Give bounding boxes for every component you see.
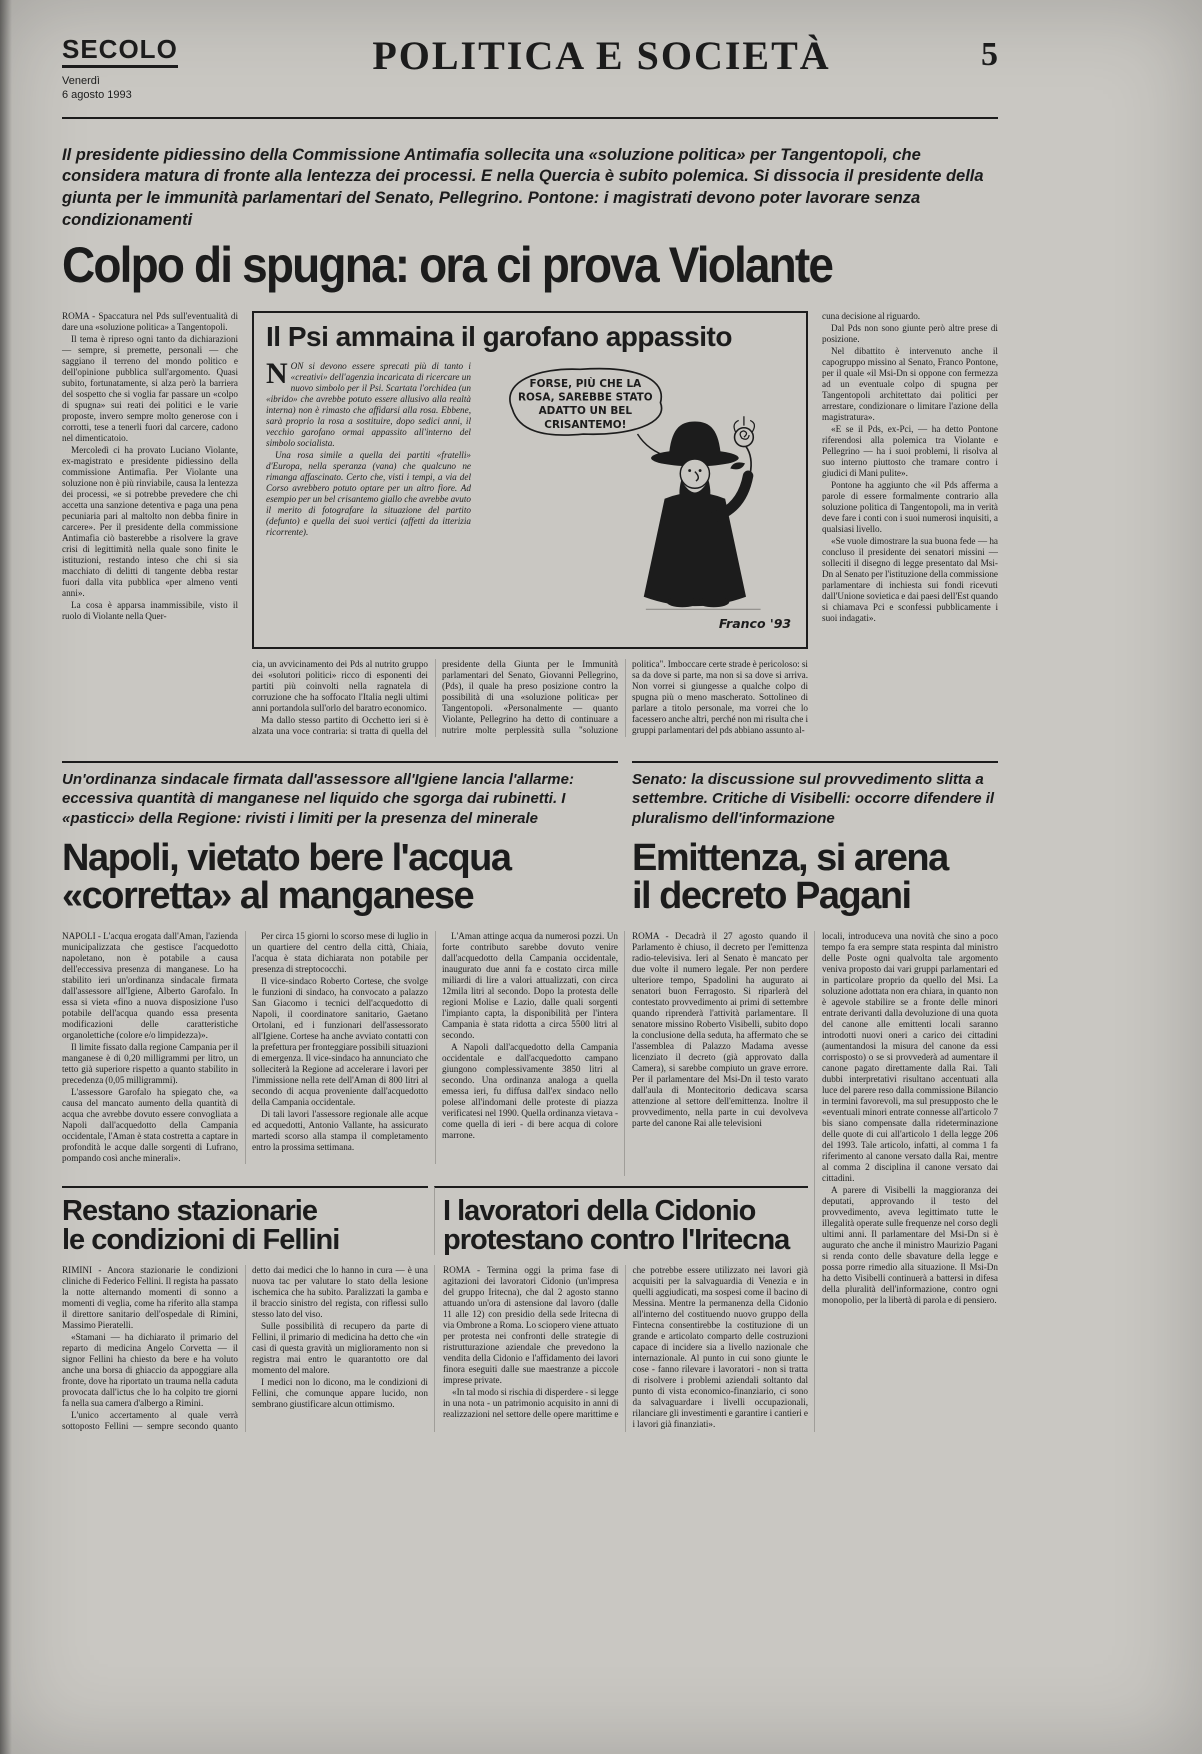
psi-box-content — [266, 356, 794, 639]
psi-box-article — [252, 311, 808, 649]
page-content — [62, 33, 998, 1432]
bubble-line-3: ADATTO UN BEL — [538, 404, 633, 417]
paragraph: NAPOLI - L'acqua erogata dall'Aman, l'azienda municipalizzata che gestisce l'acquedotto napoletano, non è potabile a causa dell'eccessiva presenza di manganese. Lo ha stabilito ieri un'ordinanza sindacale firmata dall'assessore all'Igiene, Alberto Garofalo. In essa si vieta «fino a nuova disposizione l'uso potabile dell'acqua quando essa presenta modificazioni delle caratteristiche organolettiche (colore e/o limpidezza)». — [62, 930, 238, 1040]
cidonio-headline — [434, 1186, 808, 1255]
paragraph: Ma dallo stesso partito di Occhetto ieri si è alzata una voce contraria: si tratta di quella del presidente della Giunta per le Immunità parlamentari del Senato, Giovanni Pellegrino, (Pds), il quale ha preso posizione contro la possibilità di una «soluzione politica» per Tangentopoli. «Personalmente — quanto Violante, Pellegrino ha detto di continuare a nutrire molte perplessità sulla "soluzione politica". Imboccare certe strade è pericoloso: si sa da dove si parte, ma non si sa dove si arriva. Non vorrei si giungesse a qualche colpo di spugna più o meno mascherato. Sottolineo di parlare a titolo personale, ma vorrei che lo facessero anche altri, perché non mi risulta che i gruppi parlamentari del pds abbiano assunto al- — [252, 658, 808, 736]
date-full: 6 agosto 1993 — [62, 88, 132, 101]
main-story-column-1 — [62, 311, 238, 737]
emittenza-standfirst: Senato: la discussione sul provvedimento slitta a settembre. Critiche di Visibelli: occorre difendere il pluralismo dell'informazione — [632, 761, 998, 837]
main-story-right-column — [822, 311, 998, 737]
bubble-line-1: FORSE, PIÙ CHE LA — [529, 377, 642, 390]
paragraph: A parere di Visibelli la maggioranza dei deputati, approvando il testo del provvedimento, aveva legittimato tutte le illegalità operate sulle frequenze nel corso degli ultimi anni. Il parlamentare del Msi-Dn si è augurato che anche il ministro Maurizio Pagani si renda conto delle sbavature della legge e possa porre rimedio alla situazione. Il Msi-Dn ha detto Visibelli continuerà a battersi in difesa della pluralità dell'informazione, contro ogni monopolio, per la libertà di parola e di pensiero. — [822, 1184, 998, 1305]
lower-section — [62, 761, 998, 1432]
paragraph: ROMA - Decadrà il 27 agosto quando il Parlamento è chiuso, il decreto per l'emittenza radio-televisiva. Ieri al Senato è mancato per due volte il numero legale. Per non perdere ulteriore tempo, Spadolini ha augurato ai senatori buon Ferragosto. Si riparlerà del contestato provvedimento ai primi di settembre quando riprenderà l'attività parlamentare. Il senatore missino Roberto Visibelli, subito dopo la conclusione della seduta, ha affermato che se l'assemblea di Palazzo Madama avesse licenziato il decreto (già approvato dalla Camera), si sarebbe compiuto un grave errore. Per il parlamentare del Msi-Dn il testo varato dall'aula di Montecitorio dedicava scarsa attenzione al settore dell'emittenza. Inoltre il provvedimento, nella parte in cui devolveva parte del canone Rai alle televisioni — [632, 930, 808, 1128]
paragraph: ROMA - Spaccatura nel Pds sull'eventualità di dare una «soluzione politica» a Tangentopoli. — [62, 310, 238, 332]
psi-paragraphs — [266, 450, 471, 538]
paragraph: cia, un avvicinamento dei Pds al nutrito gruppo dei «solutori politici» ricco di esponenti dei partiti più coinvolti nella ragnatela di corruzione che ha soffocato l'Italia negli ultimi anni portandola sull'orlo del baratro economico. — [252, 658, 428, 713]
foot-left — [667, 596, 698, 606]
cartoon-drawing — [481, 361, 794, 634]
main-standfirst: Il presidente pidiessino della Commissione Antimafia sollecita una «soluzione politica» per Tangentopoli, che considera matura di fronte alla lentezza dei processi. E nella Quercia è subito polemica. Si dissocia il presidente della giunta per le immunità parlamentari del Senato, Pellegrino. Pontone: i magistrati devono poter lavorare senza condizionamenti — [62, 145, 984, 229]
emittenza-headline — [632, 837, 998, 917]
bubble-line-4: CRISANTEMO! — [544, 418, 627, 431]
paragraph: cuna decisione al riguardo. — [822, 310, 921, 321]
eye-left — [688, 469, 691, 472]
paragraph: La cosa è apparsa inammissibile, visto il ruolo di Violante nella Quer- — [62, 599, 238, 621]
paragraph: «In tal modo si rischia di disperdere - si legge in una nota - un patrimonio acquisito in anni di realizzazioni nel settore delle opere marittime e che potrebbe essere utilizzato nei lavori già acquisiti per la salvaguardia di Venezia e in quelli aggiudicati, ma sospesi come il bacino di Messina. Mentre la permanenza della Cidonio all'interno del costituendo nuovo gruppo della Fintecna consentirebbe la costituzione di un grande e articolato comparto delle costruzioni capace di incidere sia a livello nazionale che internazionale. Al punto in cui sono giunte le cose - fanno rilevare i lavoratori - non si tratta di risolvere i problemi aziendali soltanto dal punto di vista economico-finanziario, ci sono da salvaguardare i livelli occupazionali, rilanciare gli investimenti e garantire i cantieri e i lavori già finanziati». — [443, 1264, 808, 1429]
drop-cap: N — [266, 356, 288, 390]
page-number: 5 — [981, 36, 998, 73]
eye-right — [699, 469, 702, 472]
rose-spiral — [740, 430, 749, 438]
paragraph: A Napoli dall'acquedotto della Campania occidentale e dall'acquedotto campano giungono complessivamente 3850 litri al secondo. Una ordinanza analoga a quella emessa ieri, fu diffusa dall'ex sindaco nello polese all'indomani delle proteste di piazza verificatesi nel 1990. Quella ordinanza vietava - come quella di ieri - di bere acqua di colore marrone. — [442, 1041, 618, 1140]
paragraph: Per circa 15 giorni lo scorso mese di luglio in un quartiere del centro della città, Chiaia, l'acqua è stata dichiarata non potabile per presenza di streptococchi. — [252, 930, 428, 974]
date-line — [62, 75, 222, 103]
cartoonist-signature: Franco '93 — [718, 615, 792, 631]
paragraph: Dal Pds non sono giunte però altre prese di posizione. — [822, 322, 998, 344]
newspaper-logo: SECOLO — [62, 36, 178, 68]
paragraph: Il tema è ripreso ogni tanto da dichiarazioni — sempre, si premette, personali — che saggiano il terreno del mondo politico e dell'opinione pubblica sull'argomento. Quasi subito, fortunatamente, si alza però la barriera del sospetto che si voglia far passare un «colpo di spugna» sui reati dei politici e le varie proposte, invero sempre molto generose con i corrotti, tese a tenerli fuori dal carcere, cadono nel dimenticatoio. — [62, 333, 238, 443]
napoli-headline-line1: Napoli, vietato bere l'acqua — [62, 837, 511, 880]
paragraph: Sulle possibilità di recupero da parte di Fellini, il primario di medicina ha detto che «in casi di questa gravità un miglioramento non si registra mai entro le quarantotto ore dal momento del malore. — [252, 1320, 428, 1375]
paragraph: Nel dibattito è intervenuto anche il capogruppo missino al Senato, Franco Pontone, per il quale «il Msi-Dn si oppone con fermezza ad un eventuale colpo di spugna per Tangentopoli architettato dai politici per arrestare, condizionare o limitare l'azione della magistratura». — [822, 345, 998, 422]
paragraph: «Stamani — ha dichiarato il primario del reparto di medicina Angelo Corvetta — il signor Fellini ha chiesto da bere e ha voluto anche una borsa di ghiaccio da appoggiare alla fronte, dove ha riportato un trauma nella caduta provocata dall'ictus che lo ha colpito tre giorni fa nella sua camera d'albergo a Rimini. — [62, 1331, 238, 1408]
date-weekday: Venerdì — [62, 75, 100, 87]
paragraph: Il vice-sindaco Roberto Cortese, che svolge le funzioni di sindaco, ha convocato a palazzo San Giacomo i tecnici dell'acquedotto di Napoli, il coordinatore sanitario, Gaetano Ortolani, ed i funzionari dell'assessorato all'Igiene. Cortese ha anche avviato contatti con la prefettura per fronteggiare possibili situazioni di emergenza. Il vice-sindaco ha annunciato che solleciterà la Regione ad accelerare i lavori per l'immissione nella rete dell'Aman di 800 litri al secondo di acqua proveniente dall'acquedotto della Campania occidentale. — [252, 975, 428, 1107]
fellini-headline-line2: le condizioni di Fellini — [62, 1223, 340, 1256]
napoli-headline — [62, 837, 618, 917]
paragraph: Di tali lavori l'assessore regionale alle acque ed acquedotti, Antonio Vallante, ha assicurato martedì scorso alla stampa il completamento entro la prossima settimana. — [252, 1108, 428, 1152]
paragraph: «Se vuole dimostrare la sua buona fede — ha concluso il presidente dei senatori missini — solleciti il disegno di legge presentato dal Msi-Dn al Senato per l'istituzione della commissione parlamentare di inchiesta sui fondi ricevuti dall'Unione sovietica e dai paesi dell'Est quando si chiamava Pci e sconfessi pubblicamente i suoi indagati». — [822, 535, 998, 623]
fellini-article-body — [62, 1265, 428, 1432]
paragraph: L'Aman attinge acqua da numerosi pozzi. Un forte contributo sarebbe dovuto venire dall'acquedotto della Campania occidentale, inaugurato due anni fa e costato circa mille miliardi di lire a valori attualizzati, con circa 12mila litri al secondo. Dopo la protesta delle regioni Molise e Lazio, dalle quali sorgenti l'impianto capta, la disponibilità per l'intera Campania è stata ridotta a circa 5500 litri al secondo. — [442, 930, 618, 1040]
rose-stem — [746, 446, 751, 473]
paragraph: RIMINI - Ancora stazionarie le condizioni cliniche di Federico Fellini. Il regista ha passato la notte alternando momenti di sonno a momenti di veglia, come ha riferito alla stampa il direttore sanitario dell'ospedale di Rimini, Massimo Pieratelli. — [62, 1264, 238, 1330]
psi-box-text — [266, 356, 471, 639]
section-title: POLITICA E SOCIETÀ — [372, 33, 831, 78]
fellini-headline-line1: Restano stazionarie — [62, 1194, 317, 1227]
paragraph: L'assessore Garofalo ha spiegato che, «a causa del mancato aumento della quantità di acqua che avrebbe dovuto essere convogliata a Napoli dall'acquedotto della Campania occidentale, l'Aman è stata costretta a captare in profondità le acque dalle sorgenti di Lufrano, pompando così anche minerali». — [62, 1086, 238, 1163]
main-headline: Colpo di spugna: ora ci prova Violante — [62, 236, 833, 293]
cidonio-article-body — [434, 1265, 808, 1432]
paragraph: Una rosa simile a quella dei partiti «fratelli» d'Europa, nella speranza (vana) che qualcuno ne rimanga affascinato. Certo che, visti i tempi, a via del Corso avrebbero potuto optare per un altro fiore. Ad esempio per un bel crisantemo giallo che avrebbe avuto il merito di fotografare la situazione del partito (defunto) e quella dei suoi vertici (affetti da itterizia ricorrente). — [266, 449, 471, 537]
bubble-line-2: ROSA, SAREBBE STATO — [518, 391, 653, 404]
emittenza-column-1 — [624, 931, 808, 1176]
psi-box-headline: Il Psi ammaina il garofano appassito — [266, 320, 732, 352]
rose-petals — [734, 416, 754, 432]
paragraph: Il limite fissato dalla regione Campania per il manganese è di 0,20 milligrammi per litro, un tetto già superiore rispetto a quanto stabilito in precedenza (0,05 milligrammi). — [62, 1041, 238, 1085]
masthead — [62, 33, 998, 119]
emittenza-headline-line1: Emittenza, si arena — [632, 837, 948, 880]
napoli-headline-line2: «corretta» al manganese — [62, 874, 474, 917]
napoli-standfirst: Un'ordinanza sindacale firmata dall'assessore all'Igiene lancia l'allarme: eccessiva quantità di manganese nel liquido che sgorga dai rubinetti. I «pasticci» della Regione: rivisti i limiti per la presenza del minerale — [62, 761, 618, 837]
psi-lead-paragraph — [266, 356, 471, 449]
rose-leaf — [730, 462, 745, 469]
paragraph: Mercoledì ci ha provato Luciano Violante, ex-magistrato e presidente pidiessino della commissione Antimafia. Per Violante una soluzione non è più rinviabile, causa la lentezza dei processi, «e si potrebbe prevedere che chi accetta una sanzione detentiva e paga una pena pecuniaria pari al maltolto non debba finire in carcere». Per il presidente della commissione Antimafia ciò basterebbe a risolvere la grave crisi di legittimità nella quale sono finite le istituzioni, restando inteso che chi si sia macchiato di delitti di tangente debba restar fuori dalla vita pubblica «per almeno venti anni». — [62, 444, 238, 598]
cidonio-headline-line1: I lavoratori della Cidonio — [443, 1194, 756, 1227]
paragraph: locali, introduceva una novità che sino a poco tempo fa era sempre stata respinta dal ministro delle Poste ogni qualvolta tale argomento veniva proposto dai vari gruppi parlamentari ed in particolare proprio da quello del Msi. La soluzione adottata non era chiara, in quanto non è agevole stabilire se a fronte delle minori entrate derivanti dalla devoluzione di una quota del canone alle emittenti locali saranno introdotti nuovi oneri a carico dei cittadini (aumentandosi la misura del canone da essi corrisposto) o se si provvederà ad aumentare il canone pagato direttamente dalla Rai. Tali dubbi interpretativi risultano accentuati alla luce del parere reso dalla commissione Bilancio in termini favorevoli, ma sul presupposto che le «eventuali minori entrate connesse all'articolo 7 bis siano compensate dalla rideterminazione delle quote di cui all'articolo 1 della legge 206 del 1993. Tale articolo, infatti, al comma 1 fa riferimento al canone versato dalla Rai, mentre al comma 2 disciplina il canone versato dai cittadini. — [822, 930, 998, 1183]
psi-lead-text: ON si devono essere sprecati più di tanto i «creativi» dell'agenzia incaricata di ricercare un nuovo simbolo per il Psi. Scartata l'orchidea (un «ibrido» che avrebbe potuto essere allusivo alla realtà interna) non è rimasto che affidarsi alla rosa. Ebbene, sarà proprio la rosa a sostituire, dopo sedici anni, il vecchio garofano ormai appassito all'interno del simbolo socialista. — [266, 360, 471, 448]
cidonio-headline-line2: protestano contro l'Iritecna — [443, 1223, 790, 1256]
masthead-left — [62, 36, 222, 103]
napoli-article-body — [62, 931, 618, 1176]
paragraph: I medici non lo dicono, ma le condizioni di Fellini, che comunque appare lucido, non sembrano giustificare alcun ottimismo. — [252, 1376, 428, 1409]
cartoon — [481, 361, 794, 639]
fellini-headline — [62, 1186, 428, 1255]
face — [680, 459, 709, 488]
main-story-body — [62, 311, 998, 737]
paragraph: «E se il Pds, ex-Pci, — ha detto Pontone riferendosi alla polemica tra Violante e Pellegrino — ha i suoi problemi, li risolva al suo interno piuttosto che tramare contro i giudici di Mani pulite». — [822, 423, 998, 478]
foot-right — [698, 596, 729, 606]
emittenza-headline-line2: il decreto Pagani — [632, 874, 911, 917]
paragraph: L'unico accertamento al quale verrà sottoposto Fellini — sempre secondo quanto detto dai medici che lo hanno in cura — è una nuova tac per valutare lo stato della lesione ischemica che ha subìto. Paralizzati la gamba e il braccio sinistro del regista, con riflessi sullo stesso lato del viso. — [62, 1264, 428, 1431]
emittenza-column-2 — [814, 931, 998, 1432]
main-story-continuation — [252, 659, 808, 737]
paragraph: ROMA - Termina oggi la prima fase di agitazioni dei lavoratori Cidonio (un'impresa del gruppo Iritecna), che dal 2 agosto stanno attuando un'ora di astensione dal lavoro (dalle 11 alle 12) con presidio della sede Iritecna di via Ombrone a Roma. Lo sciopero viene attuato per protesta nei confronti delle strategie di ristrutturazione aziendale che prevedono la vendita della Cidonio e l'affidamento dei lavori finora eseguiti dalle sue maestranze a piccole imprese private. — [443, 1264, 619, 1385]
paragraph: Pontone ha aggiunto che «il Pds afferma a parole di essere formalmente contrario alla soluzione politica di Tangentopoli, ma in verità deve fare i conti con i suoi numerosi inquisiti, a qualsiasi livello. — [822, 479, 998, 534]
